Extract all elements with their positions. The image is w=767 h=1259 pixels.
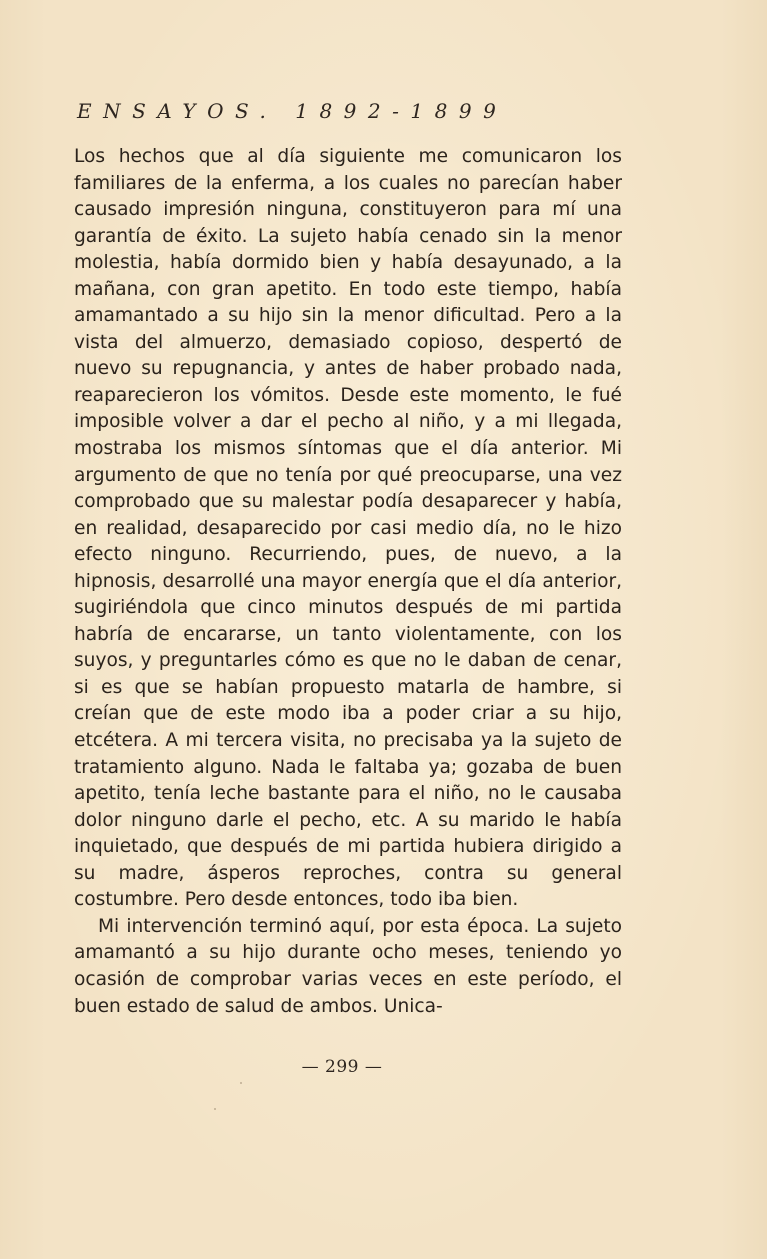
paper-speck: [214, 1108, 216, 1110]
paragraph: Los hechos que al día siguiente me comunicaron los familiares de la enferma, a los cuales no parecían haber causado impresión ninguna, constituyeron para mí una garantía de éxito. La sujeto había cenado sin la menor molestia, había dormido bien y había desayunado, a la mañana, con gran apetito. En todo este tiempo, había amamantado a su hijo sin la menor dificultad. Pero a la vista del almuerzo, demasiado copioso, despertó de nuevo su repugnancia, y antes de haber probado nada, reaparecieron los vómitos. Desde este momento, le fué imposible volver a dar el pecho al niño, y a mi llegada, mostraba los mismos síntomas que el día anterior. Mi argumento de que no tenía por qué preocuparse, una vez comprobado que su malestar podía desaparecer y había, en realidad, desaparecido por casi medio día, no le hizo efecto ninguno. Recurriendo, pues, de nuevo, a la hipnosis, desarrollé una mayor energía que el día anterior, sugiriéndola que cinco minutos después de mi partida habría de encararse, un tanto violentamente, con los suyos, y preguntarles cómo es que no le daban de cenar, si es que se habían propuesto matarla de hambre, si creían que de este modo iba a poder criar a su hijo, etcétera. A mi tercera visita, no precisaba ya la sujeto de tratamiento alguno. Nada le faltaba ya; gozaba de buen apetito, tenía leche bastante para el niño, no le causaba dolor ninguno darle el pecho, etc. A su marido le había inquietado, que después de mi partida hubiera dirigido a su madre, ásperos reproches, contra su general costumbre. Pero desde entonces, todo iba bien.: [74, 146, 622, 911]
paragraph: Mi intervención terminó aquí, por esta época. La sujeto amamantó a su hijo durante ocho meses, teniendo yo ocasión de comprobar varias veces en este período, el buen estado de salud de ambos. Unica-: [74, 915, 622, 1017]
page-number: — 299 —: [301, 1057, 383, 1077]
running-head: ENSAYOS. 1892-1899: [77, 99, 508, 123]
body-text: [74, 144, 622, 1020]
paper-speck: [240, 1082, 242, 1084]
